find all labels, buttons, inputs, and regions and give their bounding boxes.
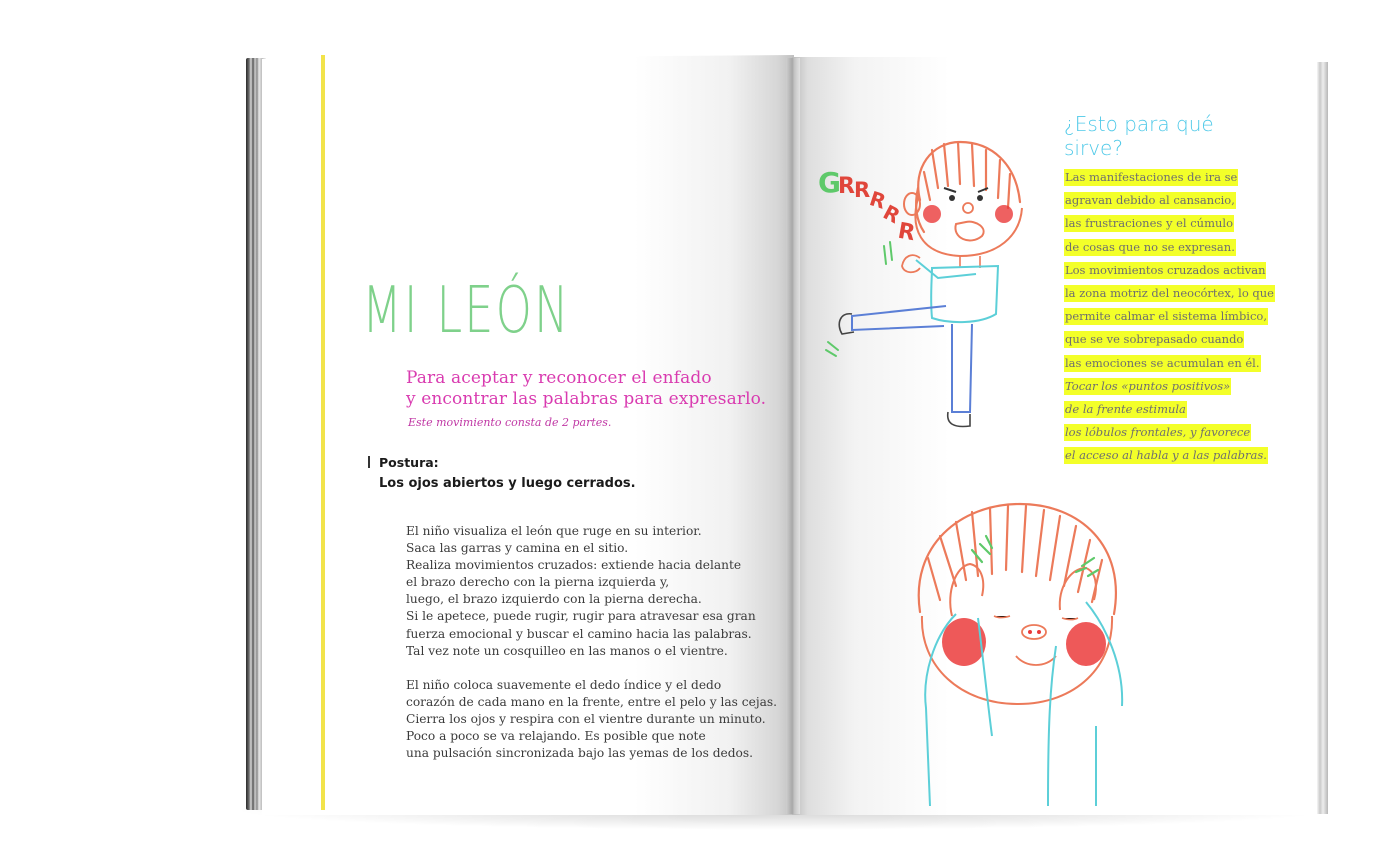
highlight-line: las emociones se acumulan en él. xyxy=(1065,355,1260,370)
grr-letter: R xyxy=(895,218,917,247)
highlight-line: el acceso al habla y a las palabras. xyxy=(1065,448,1267,463)
highlight-line: la zona motriz del neocórtex, lo que xyxy=(1065,285,1274,300)
subtitle xyxy=(406,368,786,410)
posture-marker xyxy=(368,456,370,468)
highlight-line: de la frente estimula xyxy=(1065,401,1186,416)
grr-letter: R xyxy=(838,174,855,199)
grr-letter: R xyxy=(866,186,889,214)
text-line: Si le apetece, puede rugir, rugir para atravesar esa gran xyxy=(406,609,756,624)
text-line: Realiza movimientos cruzados: extiende hacia delante xyxy=(406,558,742,573)
text-line: Tal vez note un cosquilleo en las manos o el vientre. xyxy=(406,643,728,658)
text-line: una pulsación sincronizada bajo las yemas de los dedos. xyxy=(406,746,753,761)
text-line: luego, el brazo izquierdo con la pierna derecha. xyxy=(406,592,702,607)
book-gutter xyxy=(786,58,800,814)
text-line: El niño visualiza el león que ruge en su interior. xyxy=(406,524,702,538)
posture-label: Postura: xyxy=(379,455,439,470)
highlight-line: Tocar los «puntos positivos» xyxy=(1065,378,1231,393)
highlight-line: que se ve sobrepasado cuando xyxy=(1065,332,1244,347)
highlight-line: Las manifestaciones de ira se xyxy=(1065,170,1238,184)
text-line: Cierra los ojos y respira con el vientre durante un minuto. xyxy=(406,712,766,727)
text-line: Poco a poco se va relajando. Es posible que note xyxy=(406,729,706,744)
text-line: corazón de cada mano en la frente, entre el pelo y las cejas. xyxy=(406,695,778,710)
highlighted-explanation xyxy=(1064,167,1275,468)
subtitle-line: y encontrar las palabras para expresarlo. xyxy=(406,389,767,409)
subtitle-line: Para aceptar y reconocer el enfado xyxy=(406,368,712,388)
grr-letter: G xyxy=(818,166,841,199)
highlight-line: Los movimientos cruzados activan xyxy=(1065,262,1266,277)
right-title-line: ¿Esto para qué xyxy=(1064,112,1214,136)
subtitle-note: Este movimiento consta de 2 partes. xyxy=(408,416,612,429)
right-title-line: sirve? xyxy=(1064,136,1123,160)
highlight-line: de cosas que no se expresan. xyxy=(1065,239,1235,254)
highlight-line: permite calmar el sistema límbico, xyxy=(1065,309,1268,324)
yellow-margin-line xyxy=(321,55,325,810)
grr-letter: R xyxy=(879,199,905,229)
posture-text: Los ojos abiertos y luego cerrados. xyxy=(379,476,636,491)
text-line: El niño coloca suavemente el dedo índice y el dedo xyxy=(406,678,722,692)
text-line: Saca las garras y camina en el sitio. xyxy=(406,541,629,556)
grr-letter: R xyxy=(854,178,871,202)
instructions-paragraph-2 xyxy=(406,677,777,762)
highlight-line: agravan debido al cansancio, xyxy=(1065,193,1235,208)
highlight-line: las frustraciones y el cúmulo xyxy=(1065,216,1233,231)
text-line: fuerza emocional y buscar el camino hacia las palabras. xyxy=(406,626,752,641)
text-line: el brazo derecho con la pierna izquierda y, xyxy=(406,575,670,590)
instructions-paragraph-1 xyxy=(406,523,756,660)
highlight-line: los lóbulos frontales, y favorece xyxy=(1065,425,1251,440)
page-title: MI LEÓN xyxy=(362,274,571,348)
roaring-child-illustration xyxy=(820,128,1050,438)
right-page-title xyxy=(1064,112,1264,160)
child-touching-forehead-illustration xyxy=(900,496,1130,806)
